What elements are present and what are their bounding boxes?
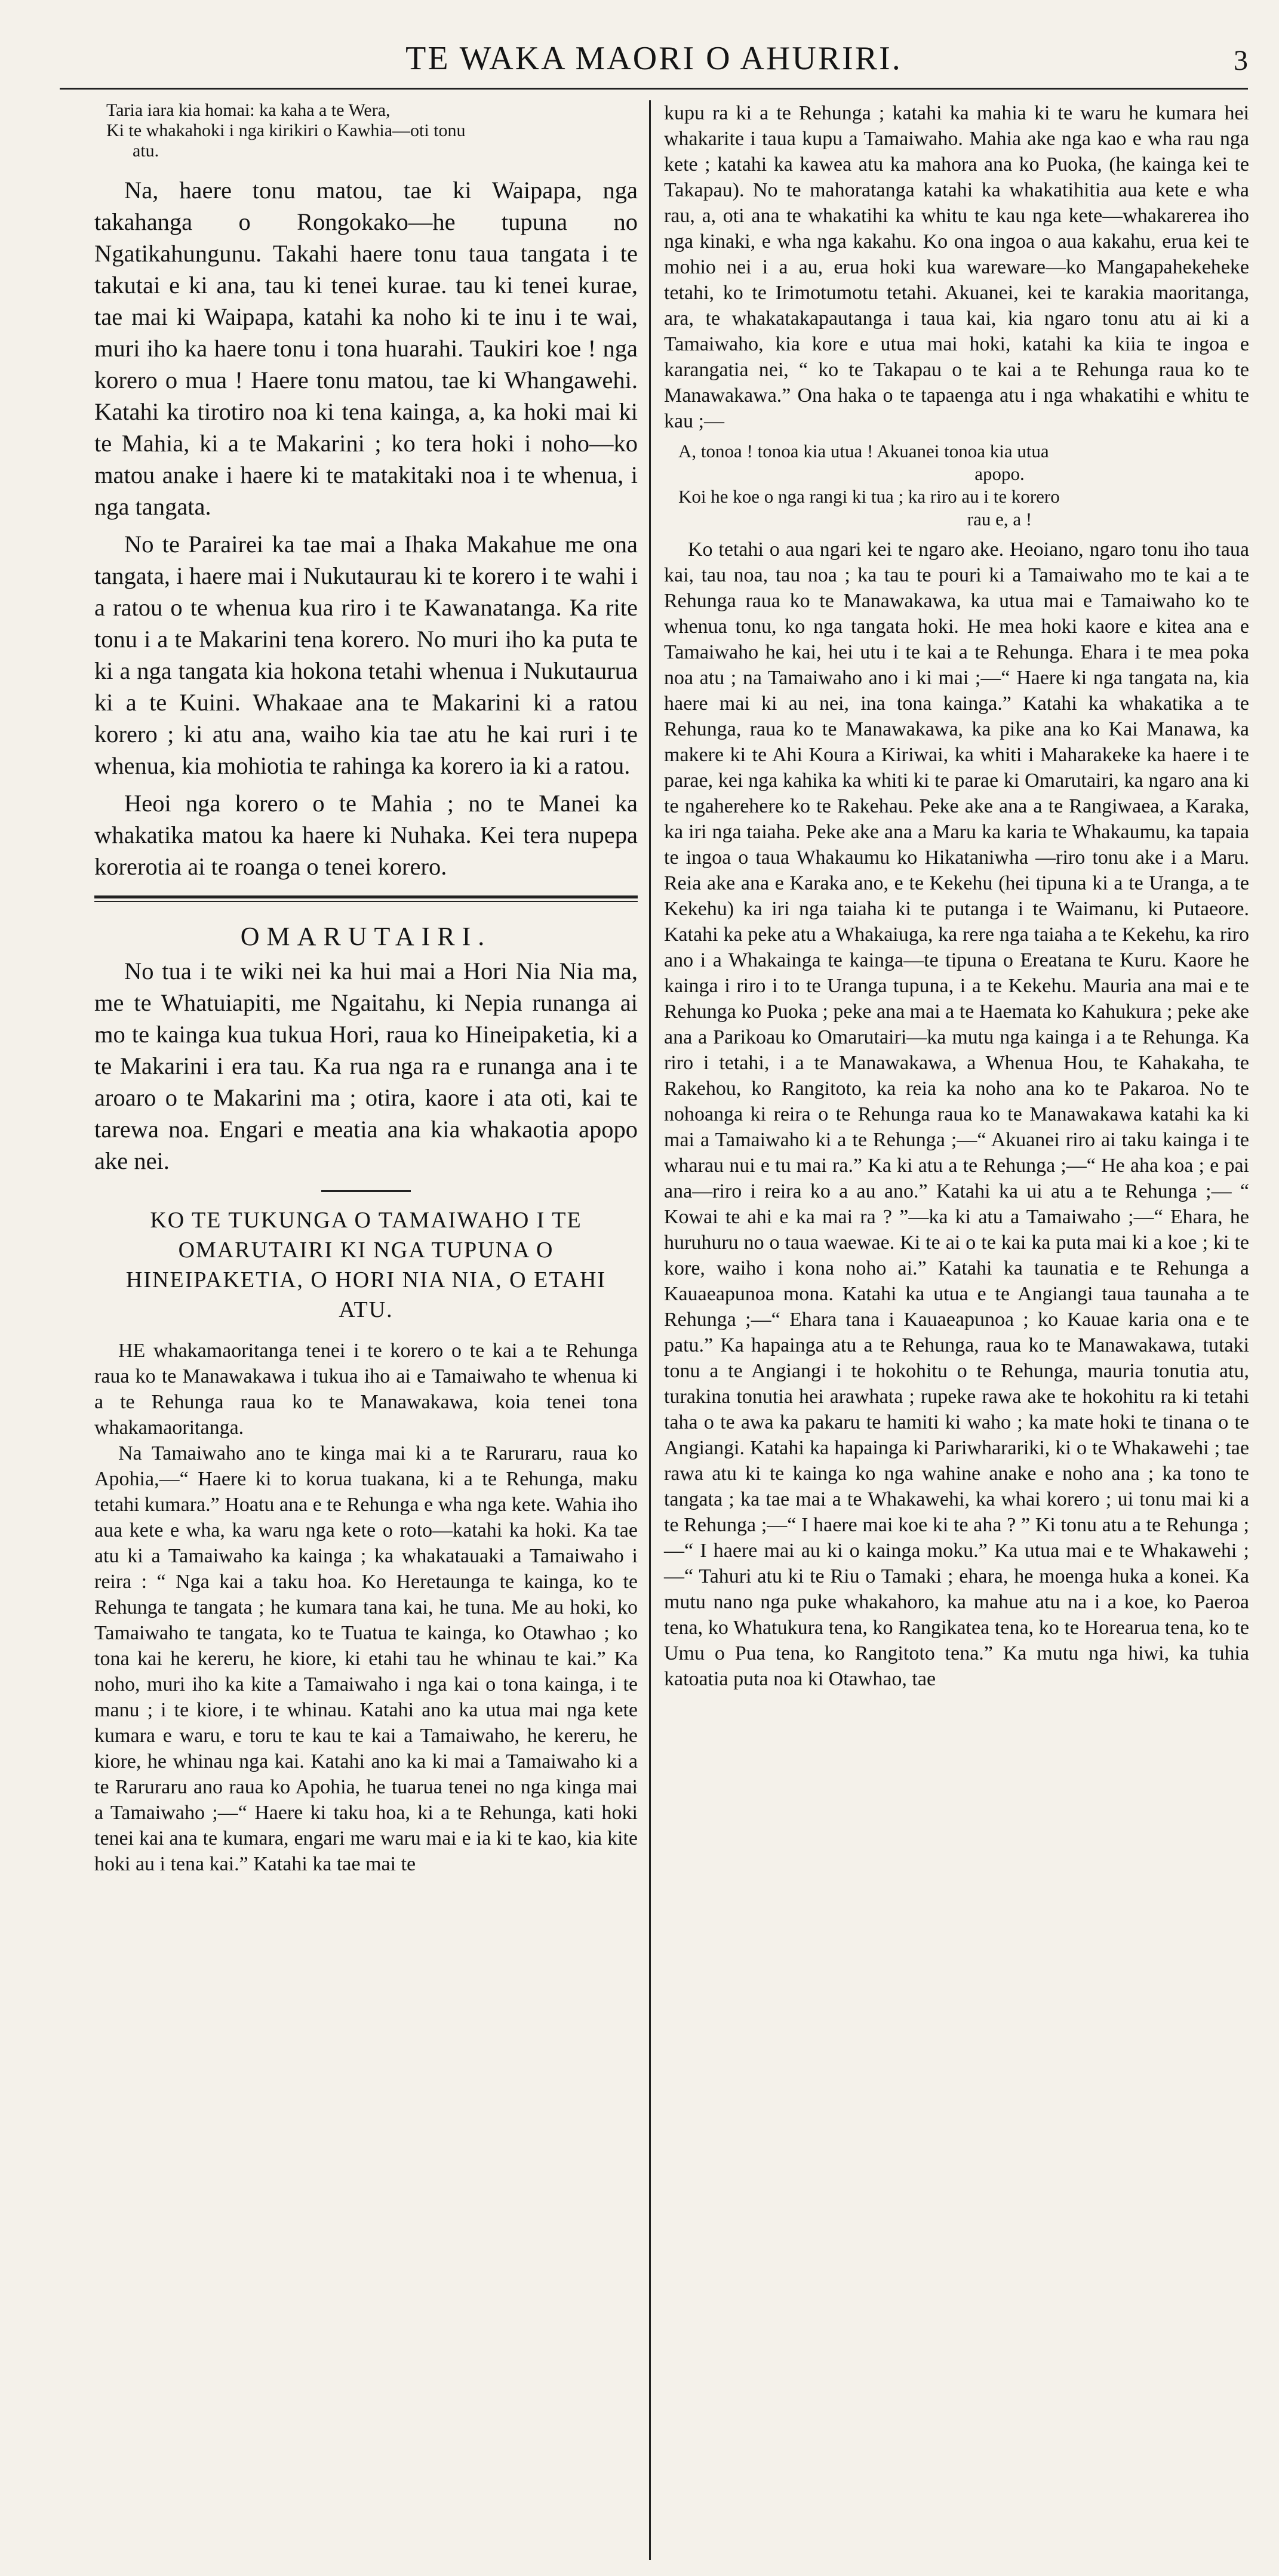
page-number: 3 [1234, 45, 1248, 76]
verse-line: apopo. [974, 463, 1025, 484]
newspaper-title: TE WAKA MAORI O AHURIRI. [405, 40, 902, 77]
verse-line: Ki te whakahoki i nga kirikiri o Kawhia—oti tonu [106, 121, 466, 140]
verse-line: atu. [133, 141, 159, 161]
paragraph: No tua i te wiki nei ka hui mai a Hori Nia Nia ma, me te Whatuiapiti, me Ngaitahu, ki Nepia runanga ai mo te kainga kua tukua Hori, raua ko Hineipaketia, ki a te Makarini i era tau. Ka rua nga ra e runanga ana i te aroaro o te Makarini ma ; otira, kaore i ata oti, kai te tarewa noa. Engari e meatia ana kia whakaotia apopo ake nei. [94, 958, 638, 1174]
verse-line: Taria iara kia homai: ka kaha a te Wera, [106, 100, 391, 120]
column-divider [649, 100, 651, 2560]
tukunga-continued-2 [664, 537, 1249, 1692]
mahia-article [94, 174, 638, 882]
tukunga-article [94, 1338, 638, 1877]
section-rule [94, 895, 638, 902]
verse-line: rau e, a ! [967, 509, 1032, 530]
verse-line: Koi he koe o nga rangi ki tua ; ka riro au i te korero [678, 486, 1060, 507]
page-header [60, 35, 1248, 90]
paragraph: kupu ra ki a te Rehunga ; katahi ka mahia ki te waru he kumara hei whakarite i taua kupu a Tamaiwaho. Mahia ake nga kao e wha rau nga kete ; katahi ka kawea atu ka mahora ana ko Puoka, (he kainga kei te Takapau). No te mahoratanga katahi ka whakatihitia aua kete e wha rau, a, oti ana te whakatihi ka whitu te kau nga kete—whakarerea iho nga kinaki, e wha nga kakahu. Ko ona ingoa o aua kakahu, erua kei te mohio nei i a au, erua hoki kua wareware—ko Mangapahekeheke tetahi, ko te Irimotumotu tetahi. Akuanei, kei te karakia maoritanga, ara, te whakatakapautanga i taua kai, kia ngaro tonu atu ai ki a Tamaiwaho, kia kore e utua mai hoki, katahi ka kiia te ingoa e karangatia nei, “ ko te Takapau o te kai a te Rehunga raua ko te Manawakawa.” Ona haka o te tapaenga atu i nga whakatihi e whitu te kau ;— [664, 102, 1249, 432]
haka-verse [664, 440, 1249, 531]
verse-line: A, tonoa ! tonoa kia utua ! Akuanei tonoa kia utua [678, 441, 1049, 461]
section-title: OMARUTAIRI. [240, 922, 492, 951]
paragraph: Ko tetahi o aua ngari kei te ngaro ake. Heoiano, ngaro tonu iho taua kai, tau noa, tau noa ; ka tau te pouri ki a Tamaiwaho mo te kai a te Rehunga raua ko te Manawakawa, ka utua mai e Tamaiwaho ko te whenua tonu, ko nga tangata hoki. He mea hoki kaore e kitea ana e Tamaiwaho he kai, hei utu i te kai a te Rehunga. Ehara i te mea poka noa atu ; na Tamaiwaho ano i ki mai ;—“ Haere ki nga tangata na, kia haere mai ki au nei, ina tona kainga.” Katahi ka whakatika a te Rehunga, raua ko te Manawakawa, ka pike ana ko Kai Manawa, ka makere ki te Ahi Koura a Kiriwai, ka whiti i Maharakeke ka haere i te parae, kei nga kahika ka whiti ki te parae ki Omarutairi, ka ngaro ana ki te ngaherehere ko te Rakehau. Peke ake ana a te Rangiwaea, a Karaka, ka iri nga taiaha. Peke ake ana a Maru ka karia te Whakaumu, ka tapaia te ingoa o taua Whakaumu ko Hikataniwha —riro tonu ake i a Maru. Reia ake ana e Karaka ano, e te Kekehu (hei tipuna ki a te Uranga, a te Kekehu) ka iri nga taiaha ki te putanga i te Waimanu, ki Putaeore. Katahi ka peke atu a Whakaiuga, ka rere nga taiaha a te Kekehu, ka riro ano i a Whakainga te kainga—te tipuna o Ereatana te Kuru. Kaore he kainga i riro i to te Uranga tupuna, i a te Kekehu. Mauria ana mai e te Rehunga ko Puoka ; peke ana mai a te Haemata ko Kahukura ; peke ake ana a Parikoau ko Omarutairi—ka mutu nga kainga i a te Rehunga. Ka riro i tetahi, i a te Manawakawa, a Whenua Hou, te Kahakaha, te Rakehou, ko Rangitoto, ka reia ka noho ana ko te Pakaroa. No te nohoanga ki reira o te Rehunga raua ko te Manawakawa katahi ka ki mai a Tamaiwaho ki a te Rehunga ;—“ Akuanei riro ai taku kainga i te wharau nui e tu mai ra.” Ka ki atu a te Rehunga ;—“ He aha koa ; e pai ana—riro i reira ko a au ano.” Katahi ka ui atu a te Rehunga ;— “ Kowai te ahi e ka mai ra ? ”—ka ki atu a Tamaiwaho ;—“ Ehara, he huruhuru no o taua waewae. Ki te ai o te kai ka puta mai ki a koe ; ki te kore, waiho i kona noho ai.” Katahi ka taunatia e te Rehunga a Kauaeapunoa mona. Katahi ka utua e te Angiangi taua taunaha a te Rehunga ;—“ Ehara tana i Kauaeapunoa ; ko Kauae karia ona e te patu.” Ka hapainga atu a te Rehunga, raua ko te Manawakawa, tutaki tonu a te Angiangi i te hokohitu o te Rehunga, mauria tonutia atu, turakina tonutia hei arawhata ; rupeke rawa ake te hokohitu ra ki tetahi taha o te awa ka pakaru te hamiti ki waho ; ka mate hoki te tinana o te Angiangi. Katahi ka hapainga ki Pariwharariki, ki o te Whakawehi ; tae rawa atu ki te kainga ko nga wahine anake e noho ana ; ka tono te tangata ; ka tae mai a te Whakawehi, ka whai korero ; ui tonu mai ki a te Rehunga ;—“ I haere mai koe ki te aha ? ” Ki tonu atu a te Rehunga ;—“ I haere mai au ki o kainga moku.” Ka utua mai e te Whakawehi ;—“ Tahuri atu ki te Riu o Tamaki ; ehara, he moenga huka a konei. Ka mutu nano nga puke whakahoro, ka mahue atu na i a koe, ko Paeroa tena, ko Whatukura tena, ko Rangikatea tena, ko te Horearua tena, ko te Umu o Pua tena, ko Rangitoto tena.” Ka mutu nga hiwi, ka tuhia katoatia puta noa ki Otawhao, tae [664, 538, 1249, 1690]
omarutairi-article [94, 955, 638, 1177]
left-column [94, 100, 638, 2548]
verse-quote [94, 100, 638, 161]
article-subhead: KO TE TUKUNGA O TAMAIWAHO I TE OMARUTAIRI KI NGA TUPUNA O HINEIPAKETIA, O HORI NIA NIA, O ETAHI ATU. [125, 1208, 607, 1322]
right-column [664, 100, 1249, 2548]
header-rule [60, 88, 1248, 90]
paragraph: HE whakamaoritanga tenei i te korero o te kai a te Rehunga raua ko te Manawakawa i tukua iho ai e Tamaiwaho te whenua ki a te Rehunga raua ko te Manawakawa, koia tenei tona whakamaoritanga. [94, 1340, 638, 1439]
paragraph: Heoi nga korero o te Mahia ; no te Manei ka whakatika matou ka haere ki Nuhaka. Kei tera nupepa korerotia ai te roanga o tenei korero. [94, 790, 638, 880]
paragraph: No te Parairei ka tae mai a Ihaka Makahue me ona tangata, i haere mai i Nukutaurau ki te korero i te wahi i a ratou o te whenua kua riro i te Kawanatanga. Ka rite tonu i a te Makarini tena korero. No muri iho ka puta te ki a nga tangata kia hokona tetahi whenua i Nukutaurua ki a te Kuini. Whakaae ana te Makarini ki a ratou korero ; ki atu ana, waiho kia tae atu he kai ruri i te whenua, kia mohiotia te rahinga ka korero ia ki a ratou. [94, 531, 638, 779]
paragraph: Na, haere tonu matou, tae ki Waipapa, nga takahanga o Rongokako—he tupuna no Ngatikahungunu. Takahi haere tonu taua tangata i te takutai e ki ana, tau ki tenei kurae. tau ki tenei kurae, tae mai ki Waipapa, katahi ka noho ki te inu i te wai, muri iho ka haere tonu i tona huarahi. Taukiri koe ! nga korero o mua ! Haere tonu matou, tae ki Whangawehi. Katahi ka tirotiro noa ki tena kainga, a, ka hoki mai ki te Mahia, ki a te Makarini ; ko tera hoki i noho—ko matou anake i haere ki te matakitaki noa i te whenua, i nga tangata. [94, 177, 638, 520]
paragraph: Na Tamaiwaho ano te kinga mai ki a te Raruraru, raua ko Apohia,—“ Haere ki to korua tuakana, ki a te Rehunga, maku tetahi kumara.” Hoatu ana e te Rehunga e wha nga kete. Wahia iho aua kete e wha, ka waru nga kete o roto—katahi ka hoki. Ka tae atu ki a Tamaiwaho ka kainga ; ka whakatauaki a Tamaiwaho i reira : “ Nga kai a taku hoa. Ko Heretaunga te kainga, ko te Rehunga te tangata ; he kumara tana kai, he tuna. Me au hoki, ko Tamaiwaho te tangata, ko te Tuatua te kainga, ko Otawhao ; ko tona kai he kereru, he kiore, ki etahi tau he whinau te kai.” Ka noho, muri iho ka kite a Tamaiwaho i nga kai o tona kainga, i te manu ; i te kiore, i te whinau. Katahi ano ka utua mai nga kete kumara e waru, e toru te kau te kai a Tamaiwaho, he kereru, he kiore, he whinau nga kai. Katahi ano ka ki mai a Tamaiwaho ki a te Raruraru ano raua ko Apohia, he tuarua tenei no nga kinga mai a Tamaiwaho ;—“ Haere ki taku hoa, ki a te Rehunga, kati hoki tenei kai ana te kumara, engari me waru mai e ia ki te kao, kia kite hoki au i tena kai.” Katahi ka tae mai te [94, 1442, 638, 1875]
tukunga-continued [664, 100, 1249, 434]
